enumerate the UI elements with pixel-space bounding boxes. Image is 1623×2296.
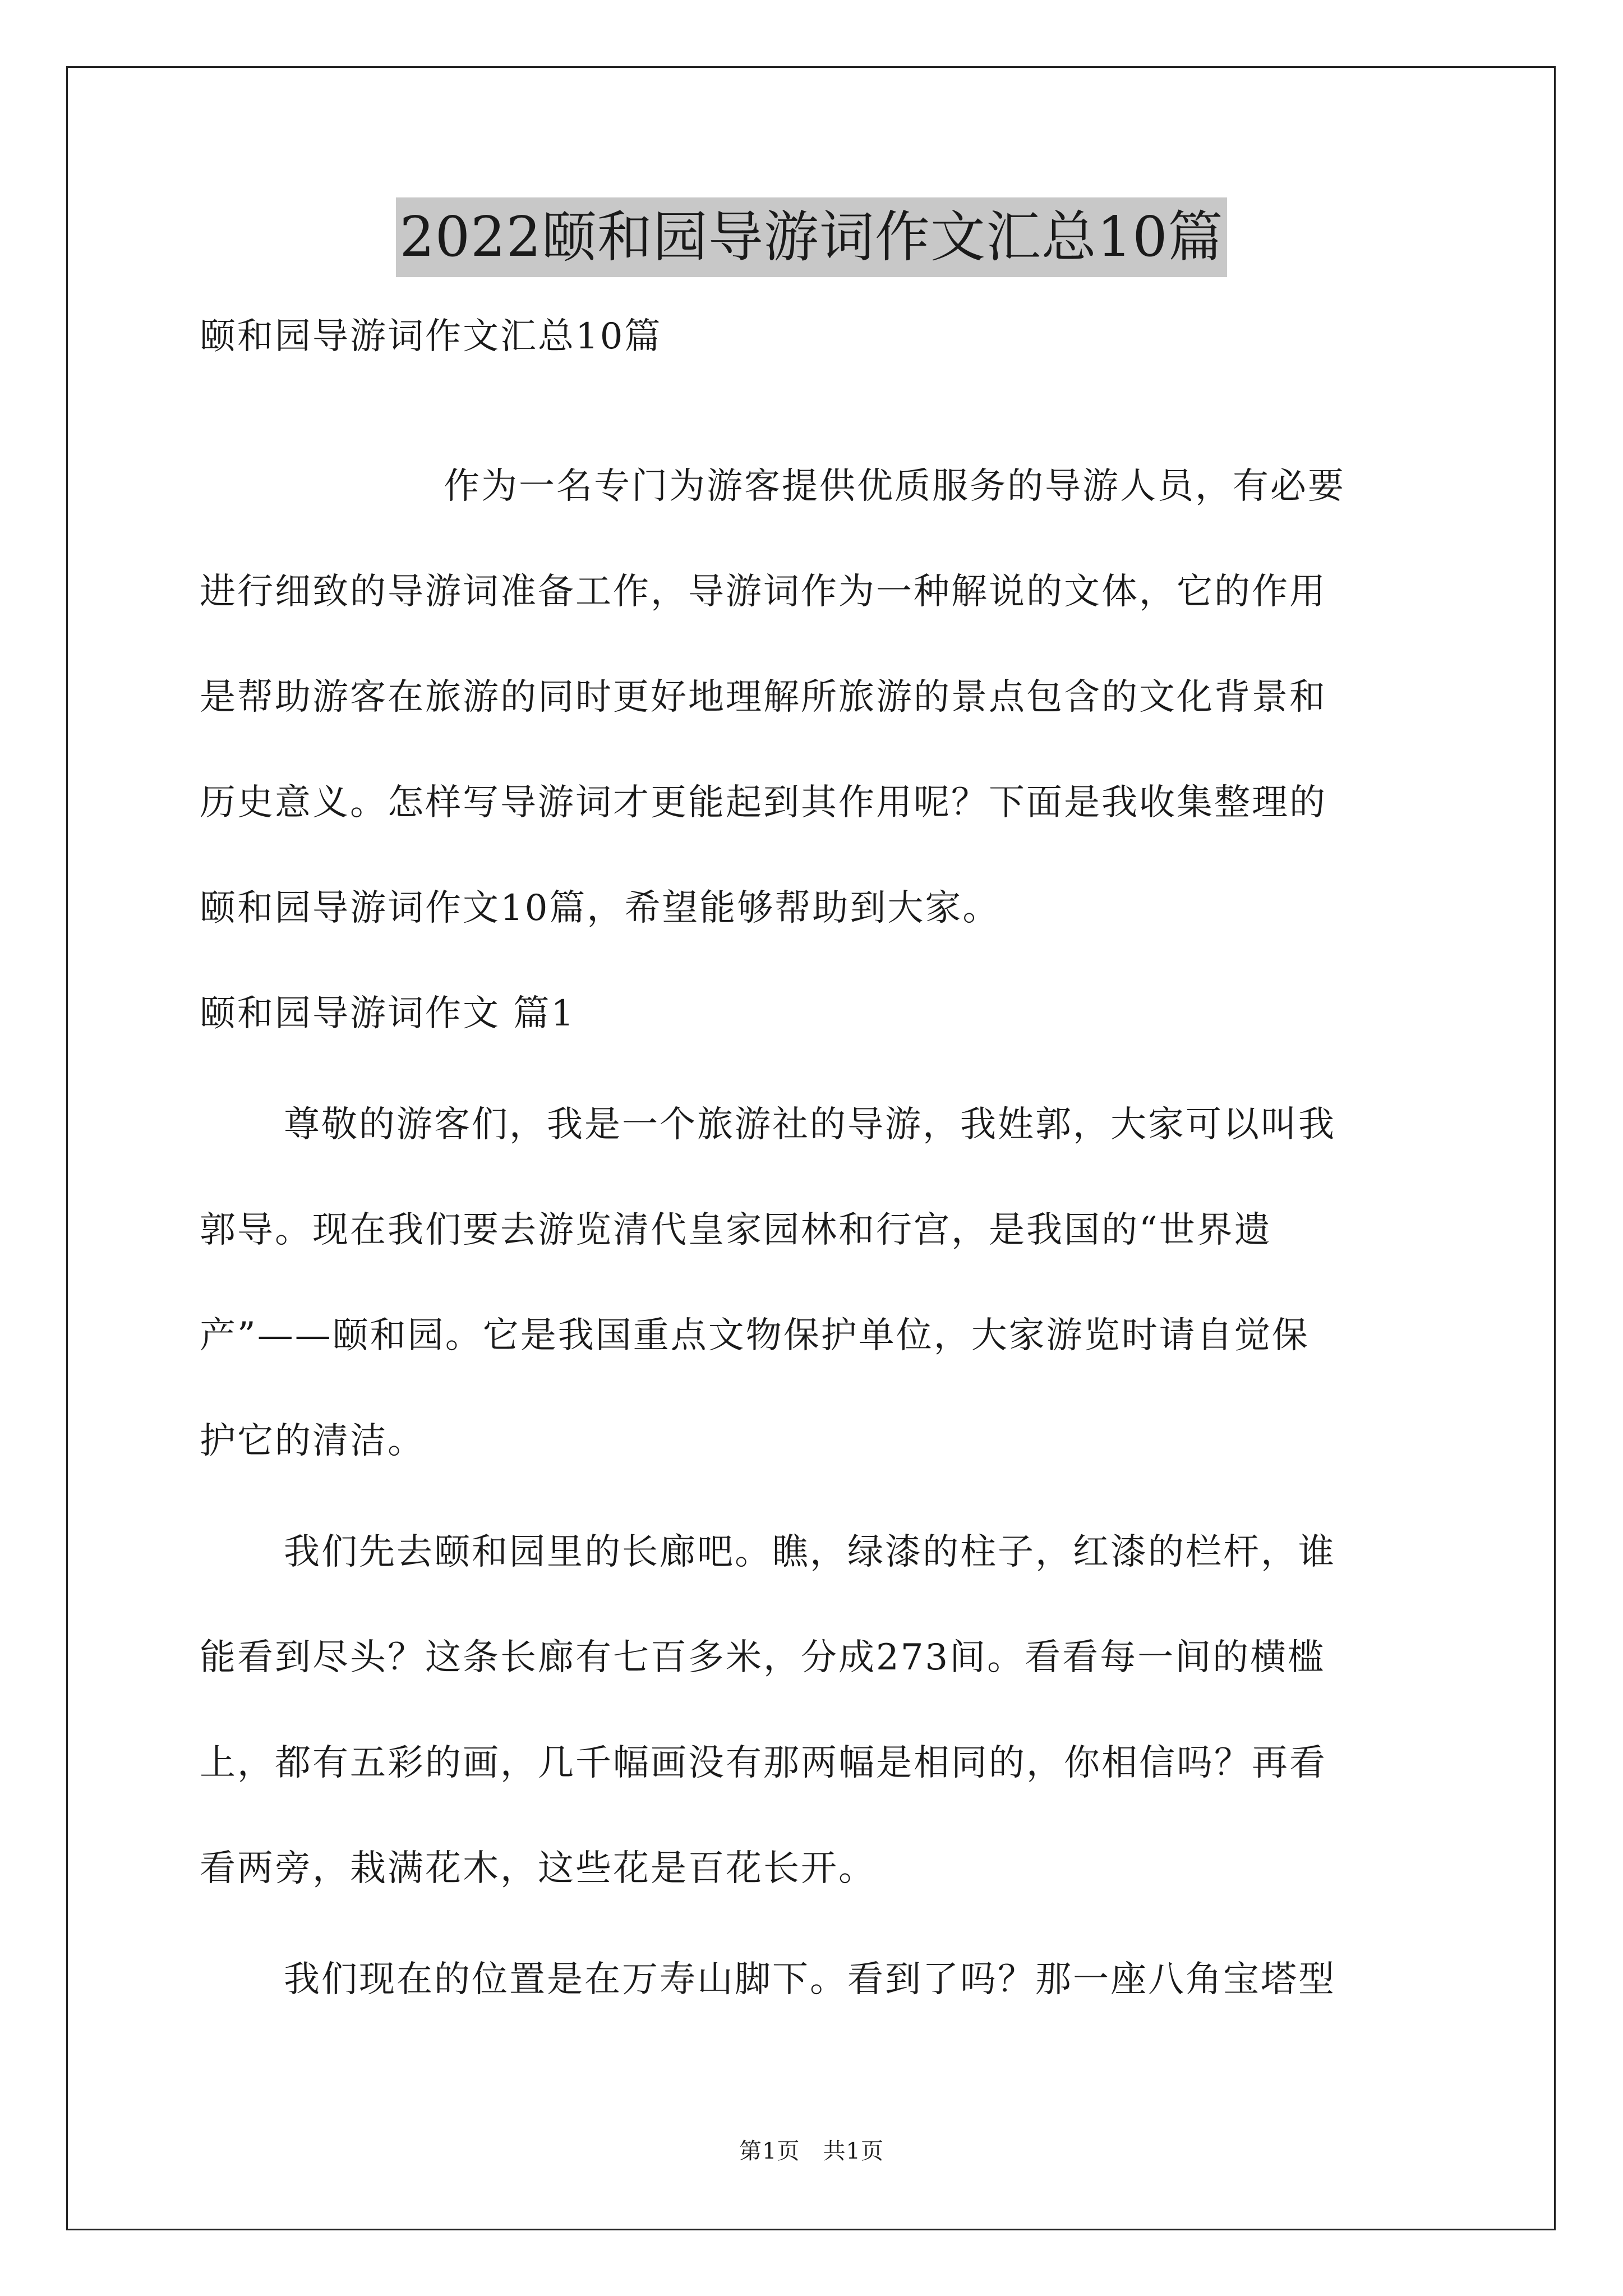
text-line: 产”——颐和园。它是我国重点文物保护单位，大家游览时请自觉保 bbox=[200, 1315, 1310, 1356]
text-line: 尊敬的游客们，我是一个旅游社的导游，我姓郭，大家可以叫我 bbox=[284, 1104, 1336, 1145]
text-line: 我们先去颐和园里的长廊吧。瞧，绿漆的柱子，红漆的栏杆，谁 bbox=[284, 1531, 1336, 1573]
text-line: 我们现在的位置是在万寿山脚下。看到了吗？那一座八角宝塔型 bbox=[284, 1959, 1336, 2000]
section-heading: 颐和园导游词作文 篇1 bbox=[200, 993, 576, 1034]
page-border bbox=[66, 66, 1556, 2230]
title-container bbox=[0, 197, 1623, 277]
text-line: 进行细致的导游词准备工作，导游词作为一种解说的文体，它的作用 bbox=[200, 571, 1327, 613]
text-line: 颐和园导游词作文汇总10篇 bbox=[200, 316, 662, 357]
text-line: 是帮助游客在旅游的同时更好地理解所旅游的景点包含的文化背景和 bbox=[200, 677, 1327, 718]
text-line: 护它的清洁。 bbox=[200, 1420, 425, 1462]
document-title: 2022颐和园导游词作文汇总10篇 bbox=[396, 197, 1227, 277]
text-line: 能看到尽头？这条长廊有七百多米，分成273间。看看每一间的横槛 bbox=[200, 1637, 1326, 1678]
text-line: 上，都有五彩的画，几千幅画没有那两幅是相同的，你相信吗？再看 bbox=[200, 1742, 1327, 1784]
text-line: 历史意义。怎样写导游词才更能起到其作用呢？下面是我收集整理的 bbox=[200, 782, 1327, 823]
text-line: 颐和园导游词作文10篇，希望能够帮助到大家。 bbox=[200, 887, 1000, 929]
text-line: 看两旁，栽满花木，这些花是百花长开。 bbox=[200, 1848, 876, 1889]
text-line: 作为一名专门为游客提供优质服务的导游人员，有必要 bbox=[444, 466, 1345, 507]
page-number-footer: 第1页 共1页 bbox=[739, 2138, 884, 2164]
text-line: 郭导。现在我们要去游览清代皇家园林和行宫，是我国的“世界遗 bbox=[200, 1209, 1272, 1251]
